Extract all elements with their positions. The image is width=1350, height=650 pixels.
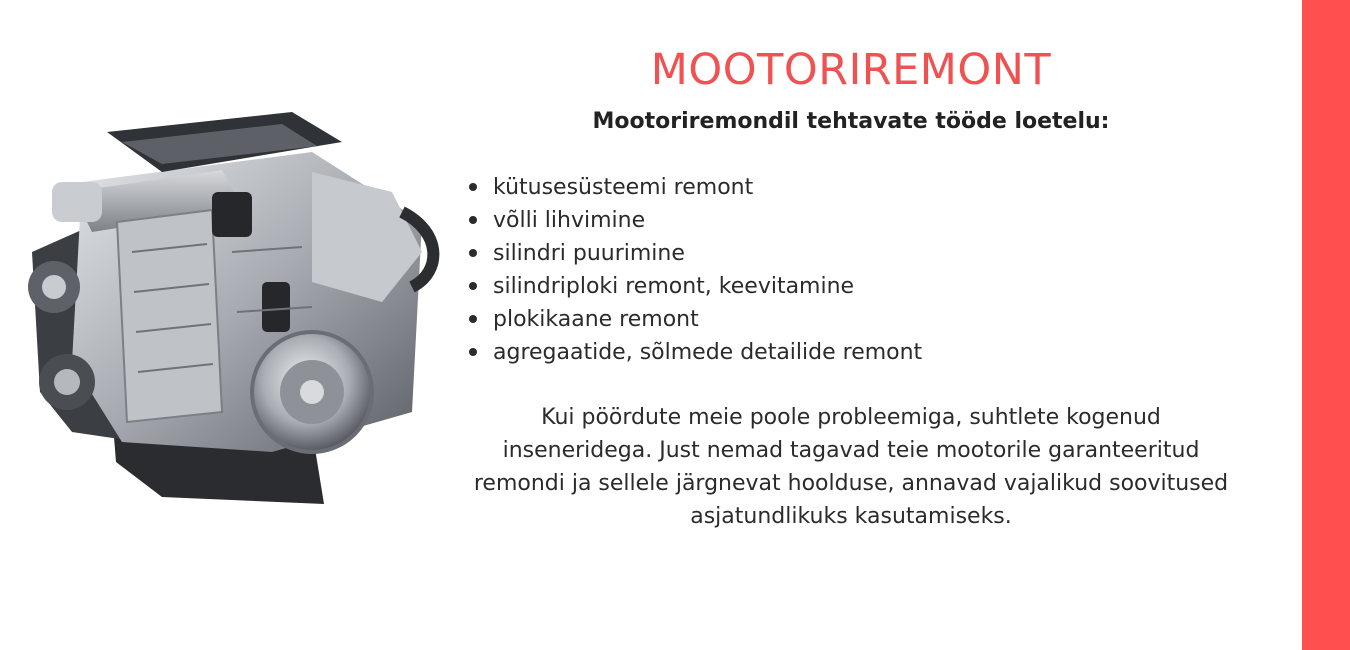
list-item: võlli lihvimine [465,204,922,237]
list-item: kütusesüsteemi remont [465,171,922,204]
accent-bar [1302,0,1350,650]
work-list [465,171,922,369]
page-title: MOOTORIREMONT [650,44,1052,95]
list-item: agregaatide, sõlmede detailide remont [465,336,922,369]
content-column [465,0,1237,650]
work-list-heading: Mootoriremondil tehtavate tööde loetelu: [592,109,1110,134]
engine-image [12,112,444,510]
list-item: plokikaane remont [465,303,922,336]
list-item: silindri puurimine [465,237,922,270]
description-paragraph: Kui pöördute meie poole probleemiga, suhtlete kogenud inseneridega. Just nemad tagavad teie mootorile garanteeritud remondi ja sellele järgnevat hoolduse, annavad vajalikud soovitused asjatundlikuks kasutamiseks. [473,405,1229,529]
list-item: silindriploki remont, keevitamine [465,270,922,303]
